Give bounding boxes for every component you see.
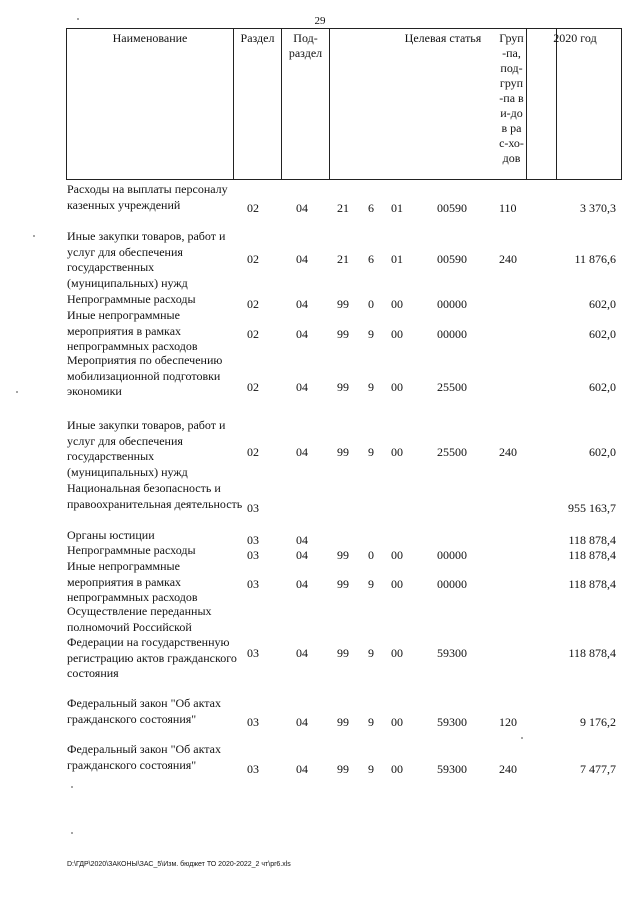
cell-c4: 59300: [437, 762, 467, 776]
cell-c1: 99: [337, 445, 349, 459]
cell-podrazdel: 04: [296, 715, 308, 729]
header-subsection: Под-раздел: [282, 29, 330, 179]
row-name: Осуществление переданных полномочий Российской Федерации на государственную регистрацию актов гражданского состояния: [67, 604, 237, 680]
row-name: Федеральный закон "Об актах гражданского состояния": [67, 742, 221, 772]
cell-amount: 118 878,4: [568, 548, 616, 562]
cell-c3: 00: [391, 646, 403, 660]
header-target: Целевая статья: [330, 29, 557, 179]
cell-c3: 00: [391, 548, 403, 562]
cell-c3: 00: [391, 762, 403, 776]
header-group: Груп-па, под-груп-па ви-дов рас-хо-дов: [497, 29, 527, 179]
cell-podrazdel: 04: [296, 577, 308, 591]
row-name: Федеральный закон "Об актах гражданского состояния": [67, 696, 221, 726]
cell-c1: 21: [337, 201, 349, 215]
cell-c4: 25500: [437, 380, 467, 394]
cell-amount: 118 878,4: [568, 533, 616, 547]
cell-amount: 118 878,4: [568, 577, 616, 591]
cell-amount: 602,0: [589, 445, 616, 459]
cell-amount: 602,0: [589, 380, 616, 394]
scan-speck: [33, 235, 35, 237]
cell-c4: 00000: [437, 548, 467, 562]
header-year: 2020 год: [553, 31, 597, 45]
row-name: Иные непрограммные мероприятия в рамках непрограммных расходов: [67, 308, 198, 353]
cell-c3: 00: [391, 380, 403, 394]
cell-c3: 00: [391, 715, 403, 729]
cell-c1: 99: [337, 297, 349, 311]
cell-amount: 9 176,2: [580, 715, 616, 729]
cell-amount: 602,0: [589, 327, 616, 341]
footer-file-path: D:\ГДР\2020\ЗАКОНЫ\ЗАС_5\Изм. бюджет ТО 2020-2022_2 чт\pr6.xls: [67, 861, 291, 868]
cell-vid: 110: [499, 201, 517, 215]
cell-podrazdel: 04: [296, 297, 308, 311]
cell-c2: 9: [368, 327, 374, 341]
row-name: Органы юстиции: [67, 528, 155, 542]
cell-c4: 25500: [437, 445, 467, 459]
cell-podrazdel: 04: [296, 533, 308, 547]
cell-razdel: 03: [247, 646, 259, 660]
cell-c4: 00000: [437, 327, 467, 341]
cell-c3: 00: [391, 327, 403, 341]
header-name: Наименование: [67, 29, 234, 179]
header-section: Раздел: [234, 29, 282, 179]
cell-podrazdel: 04: [296, 201, 308, 215]
cell-podrazdel: 04: [296, 252, 308, 266]
cell-c1: 99: [337, 380, 349, 394]
cell-c4: 59300: [437, 715, 467, 729]
cell-amount: 955 163,7: [568, 501, 616, 515]
row-name: Иные закупки товаров, работ и услуг для обеспечения государственных (муниципальных) нужд: [67, 229, 226, 290]
cell-razdel: 03: [247, 762, 259, 776]
cell-c3: 00: [391, 297, 403, 311]
cell-podrazdel: 04: [296, 762, 308, 776]
row-name: Иные непрограммные мероприятия в рамках непрограммных расходов: [67, 559, 198, 604]
cell-c2: 0: [368, 297, 374, 311]
cell-c3: 01: [391, 201, 403, 215]
cell-c3: 00: [391, 577, 403, 591]
cell-c2: 9: [368, 380, 374, 394]
cell-c2: 9: [368, 445, 374, 459]
cell-c1: 99: [337, 715, 349, 729]
cell-vid: 240: [499, 252, 517, 266]
row-name: Непрограммные расходы: [67, 292, 196, 306]
cell-c2: 9: [368, 715, 374, 729]
row-name: Национальная безопасность и правоохранительная деятельность: [67, 481, 243, 511]
cell-razdel: 02: [247, 445, 259, 459]
cell-c4: 00000: [437, 297, 467, 311]
cell-c2: 9: [368, 762, 374, 776]
cell-c2: 9: [368, 646, 374, 660]
cell-c1: 99: [337, 762, 349, 776]
row-name: Мероприятия по обеспечению мобилизационной подготовки экономики: [67, 353, 223, 398]
cell-c1: 99: [337, 548, 349, 562]
cell-c1: 21: [337, 252, 349, 266]
cell-vid: 240: [499, 445, 517, 459]
cell-amount: 7 477,7: [580, 762, 616, 776]
cell-amount: 602,0: [589, 297, 616, 311]
cell-razdel: 03: [247, 501, 259, 515]
cell-vid: 120: [499, 715, 517, 729]
cell-razdel: 03: [247, 715, 259, 729]
cell-c4: 00000: [437, 577, 467, 591]
page-number: 29: [314, 15, 326, 27]
row-name: Иные закупки товаров, работ и услуг для обеспечения государственных (муниципальных) нужд: [67, 418, 226, 479]
row-name: Расходы на выплаты персоналу казенных учреждений: [67, 182, 228, 212]
cell-c3: 01: [391, 252, 403, 266]
cell-podrazdel: 04: [296, 327, 308, 341]
cell-vid: 240: [499, 762, 517, 776]
cell-razdel: 02: [247, 297, 259, 311]
cell-podrazdel: 04: [296, 646, 308, 660]
row-name: Непрограммные расходы: [67, 543, 196, 557]
cell-razdel: 02: [247, 201, 259, 215]
scan-speck: [71, 786, 73, 788]
cell-c4: 00590: [437, 252, 467, 266]
cell-podrazdel: 04: [296, 445, 308, 459]
cell-c2: 6: [368, 201, 374, 215]
cell-razdel: 03: [247, 548, 259, 562]
cell-amount: 118 878,4: [568, 646, 616, 660]
cell-c4: 00590: [437, 201, 467, 215]
cell-c2: 9: [368, 577, 374, 591]
cell-c1: 99: [337, 577, 349, 591]
table-header: [66, 28, 622, 180]
scan-speck: [71, 832, 73, 834]
cell-amount: 3 370,3: [580, 201, 616, 215]
cell-amount: 11 876,6: [574, 252, 616, 266]
cell-c1: 99: [337, 646, 349, 660]
cell-podrazdel: 04: [296, 380, 308, 394]
cell-c4: 59300: [437, 646, 467, 660]
cell-c1: 99: [337, 327, 349, 341]
cell-razdel: 03: [247, 577, 259, 591]
cell-razdel: 02: [247, 252, 259, 266]
scan-speck: [16, 391, 18, 393]
scan-speck: [521, 737, 523, 739]
cell-c2: 0: [368, 548, 374, 562]
cell-razdel: 02: [247, 327, 259, 341]
cell-razdel: 02: [247, 380, 259, 394]
cell-podrazdel: 04: [296, 548, 308, 562]
cell-c2: 6: [368, 252, 374, 266]
scan-speck: [77, 18, 79, 20]
cell-c3: 00: [391, 445, 403, 459]
cell-razdel: 03: [247, 533, 259, 547]
